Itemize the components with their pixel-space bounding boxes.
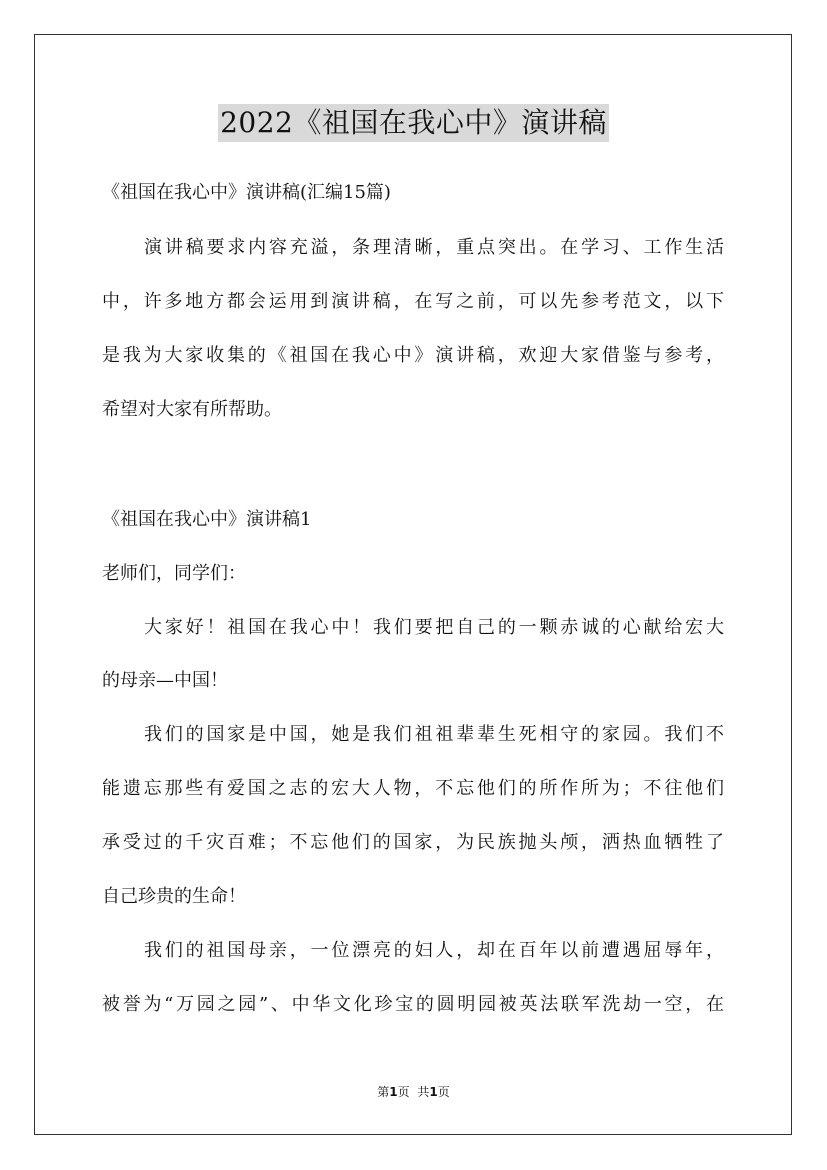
document-subtitle: 《祖国在我心中》演讲稿(汇编15篇)	[102, 182, 391, 203]
footer-page-number: 1	[389, 1085, 398, 1099]
intro-line-4: 希望对大家有所帮助。	[102, 399, 282, 420]
footer-total-prefix: 共	[417, 1085, 430, 1099]
footer-page-suffix: 页	[397, 1085, 410, 1099]
footer-prefix: 第	[377, 1085, 390, 1099]
para1-line-2: 的母亲—中国！	[102, 670, 228, 691]
para3-line-2: 被誉为“万园之园”、中华文化珍宝的圆明园被英法联军洗劫一空，在	[102, 994, 724, 1015]
title-container	[0, 104, 827, 142]
footer-total-suffix: 页	[437, 1085, 450, 1099]
para2-line-3: 承受过的千灾百难；不忘他们的国家，为民族抛头颅，洒热血牺牲了	[102, 832, 724, 853]
greeting: 老师们，同学们：	[102, 563, 246, 584]
page-footer	[0, 1084, 827, 1100]
document-title: 2022《祖国在我心中》演讲稿	[218, 104, 609, 142]
intro-line-1: 演讲稿要求内容充溢，条理清晰，重点突出。在学习、工作生活	[144, 237, 724, 258]
para2-line-1: 我们的国家是中国，她是我们祖祖辈辈生死相守的家园。我们不	[144, 724, 724, 745]
para1-line-1: 大家好！祖国在我心中！我们要把自己的一颗赤诚的心献给宏大	[144, 617, 724, 638]
footer-total-pages: 1	[429, 1085, 438, 1099]
para2-line-4: 自己珍贵的生命！	[102, 886, 246, 907]
intro-line-2: 中，许多地方都会运用到演讲稿，在写之前，可以先参考范文，以下	[102, 291, 724, 312]
intro-line-3: 是我为大家收集的《祖国在我心中》演讲稿，欢迎大家借鉴与参考，	[102, 345, 724, 366]
para3-line-1: 我们的祖国母亲，一位漂亮的妇人，却在百年以前遭遇屈辱年，	[144, 940, 724, 961]
para2-line-2: 能遗忘那些有爱国之志的宏大人物，不忘他们的所作所为；不往他们	[102, 778, 724, 799]
section-heading: 《祖国在我心中》演讲稿1	[102, 509, 312, 530]
